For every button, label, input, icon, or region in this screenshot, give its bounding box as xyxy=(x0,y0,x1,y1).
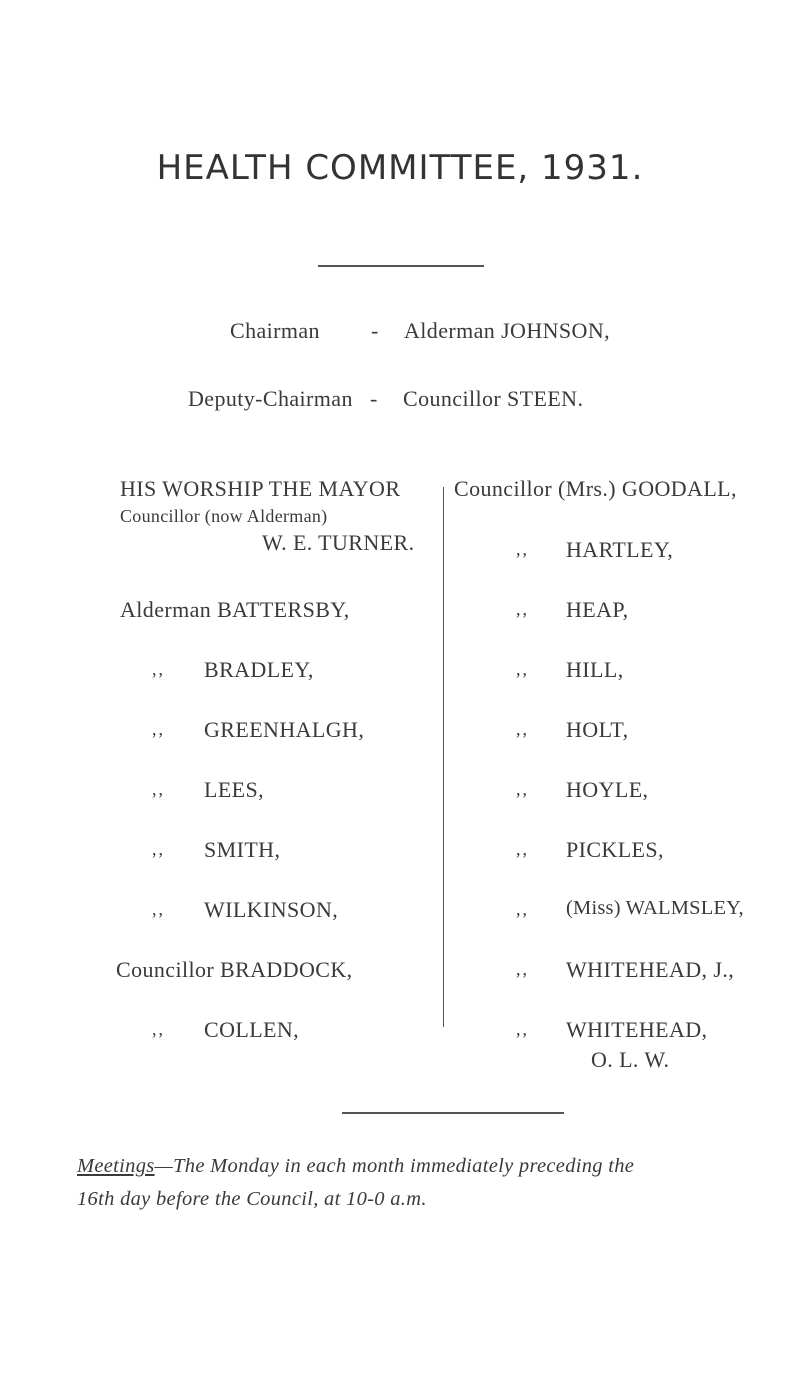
right-name: HOYLE, xyxy=(566,777,649,802)
ditto-mark: ,, xyxy=(516,1019,529,1039)
councillor-first: Councillor BRADDOCK, xyxy=(116,957,353,982)
right-name: WHITEHEAD, J., xyxy=(566,957,735,982)
bottom-rule xyxy=(342,1112,564,1114)
ditto-mark: ,, xyxy=(516,539,529,559)
title-underline xyxy=(318,265,484,267)
ditto-mark: ,, xyxy=(152,659,165,679)
right-name: HOLT, xyxy=(566,717,629,742)
deputy-name: Councillor STEEN. xyxy=(403,386,584,411)
right-name: HARTLEY, xyxy=(566,537,674,562)
alderman-name: WILKINSON, xyxy=(204,897,339,922)
deputy-dash: - xyxy=(370,386,378,411)
meetings-note-line-2: 16th day before the Council, at 10-0 a.m. xyxy=(77,1188,427,1210)
alderman-name: SMITH, xyxy=(204,837,281,862)
councillor-name: COLLEN, xyxy=(204,1017,300,1042)
ditto-mark: ,, xyxy=(516,899,529,919)
ditto-mark: ,, xyxy=(152,839,165,859)
alderman-name: GREENHALGH, xyxy=(204,717,365,742)
alderman-name: BRADLEY, xyxy=(204,657,314,682)
ditto-mark: ,, xyxy=(516,659,529,679)
right-name: HEAP, xyxy=(566,597,629,622)
alderman-first: Alderman BATTERSBY, xyxy=(120,597,350,622)
meetings-text-1: —The Monday in each month immediately preceding the xyxy=(154,1155,635,1177)
page-title: HEALTH COMMITTEE, 1931. xyxy=(156,148,644,188)
right-name: (Miss) WALMSLEY, xyxy=(566,897,744,919)
turner-line-1: Councillor (now Alderman) xyxy=(120,506,328,526)
deputy-role: Deputy-Chairman xyxy=(188,386,353,411)
alderman-name: LEES, xyxy=(204,777,265,802)
ditto-mark: ,, xyxy=(516,779,529,799)
ditto-mark: ,, xyxy=(516,719,529,739)
chairman-name: Alderman JOHNSON, xyxy=(404,318,611,343)
ditto-mark: ,, xyxy=(516,599,529,619)
column-divider xyxy=(443,487,444,1027)
ditto-mark: ,, xyxy=(152,1019,165,1039)
ditto-mark: ,, xyxy=(516,839,529,859)
ditto-mark: ,, xyxy=(152,899,165,919)
chairman-role: Chairman xyxy=(230,318,320,343)
meetings-label: Meetings xyxy=(77,1155,155,1177)
right-name: WHITEHEAD, xyxy=(566,1017,708,1042)
mayor-line: HIS WORSHIP THE MAYOR xyxy=(120,476,401,501)
turner-line-2: W. E. TURNER. xyxy=(262,530,415,555)
right-first: Councillor (Mrs.) GOODALL, xyxy=(454,476,737,501)
right-name-continuation: O. L. W. xyxy=(591,1047,670,1072)
chairman-dash: - xyxy=(371,318,379,343)
ditto-mark: ,, xyxy=(152,719,165,739)
meetings-note-line-1 xyxy=(77,1155,634,1178)
ditto-mark: ,, xyxy=(152,779,165,799)
ditto-mark: ,, xyxy=(516,959,529,979)
right-name: HILL, xyxy=(566,657,624,682)
right-name: PICKLES, xyxy=(566,837,664,862)
